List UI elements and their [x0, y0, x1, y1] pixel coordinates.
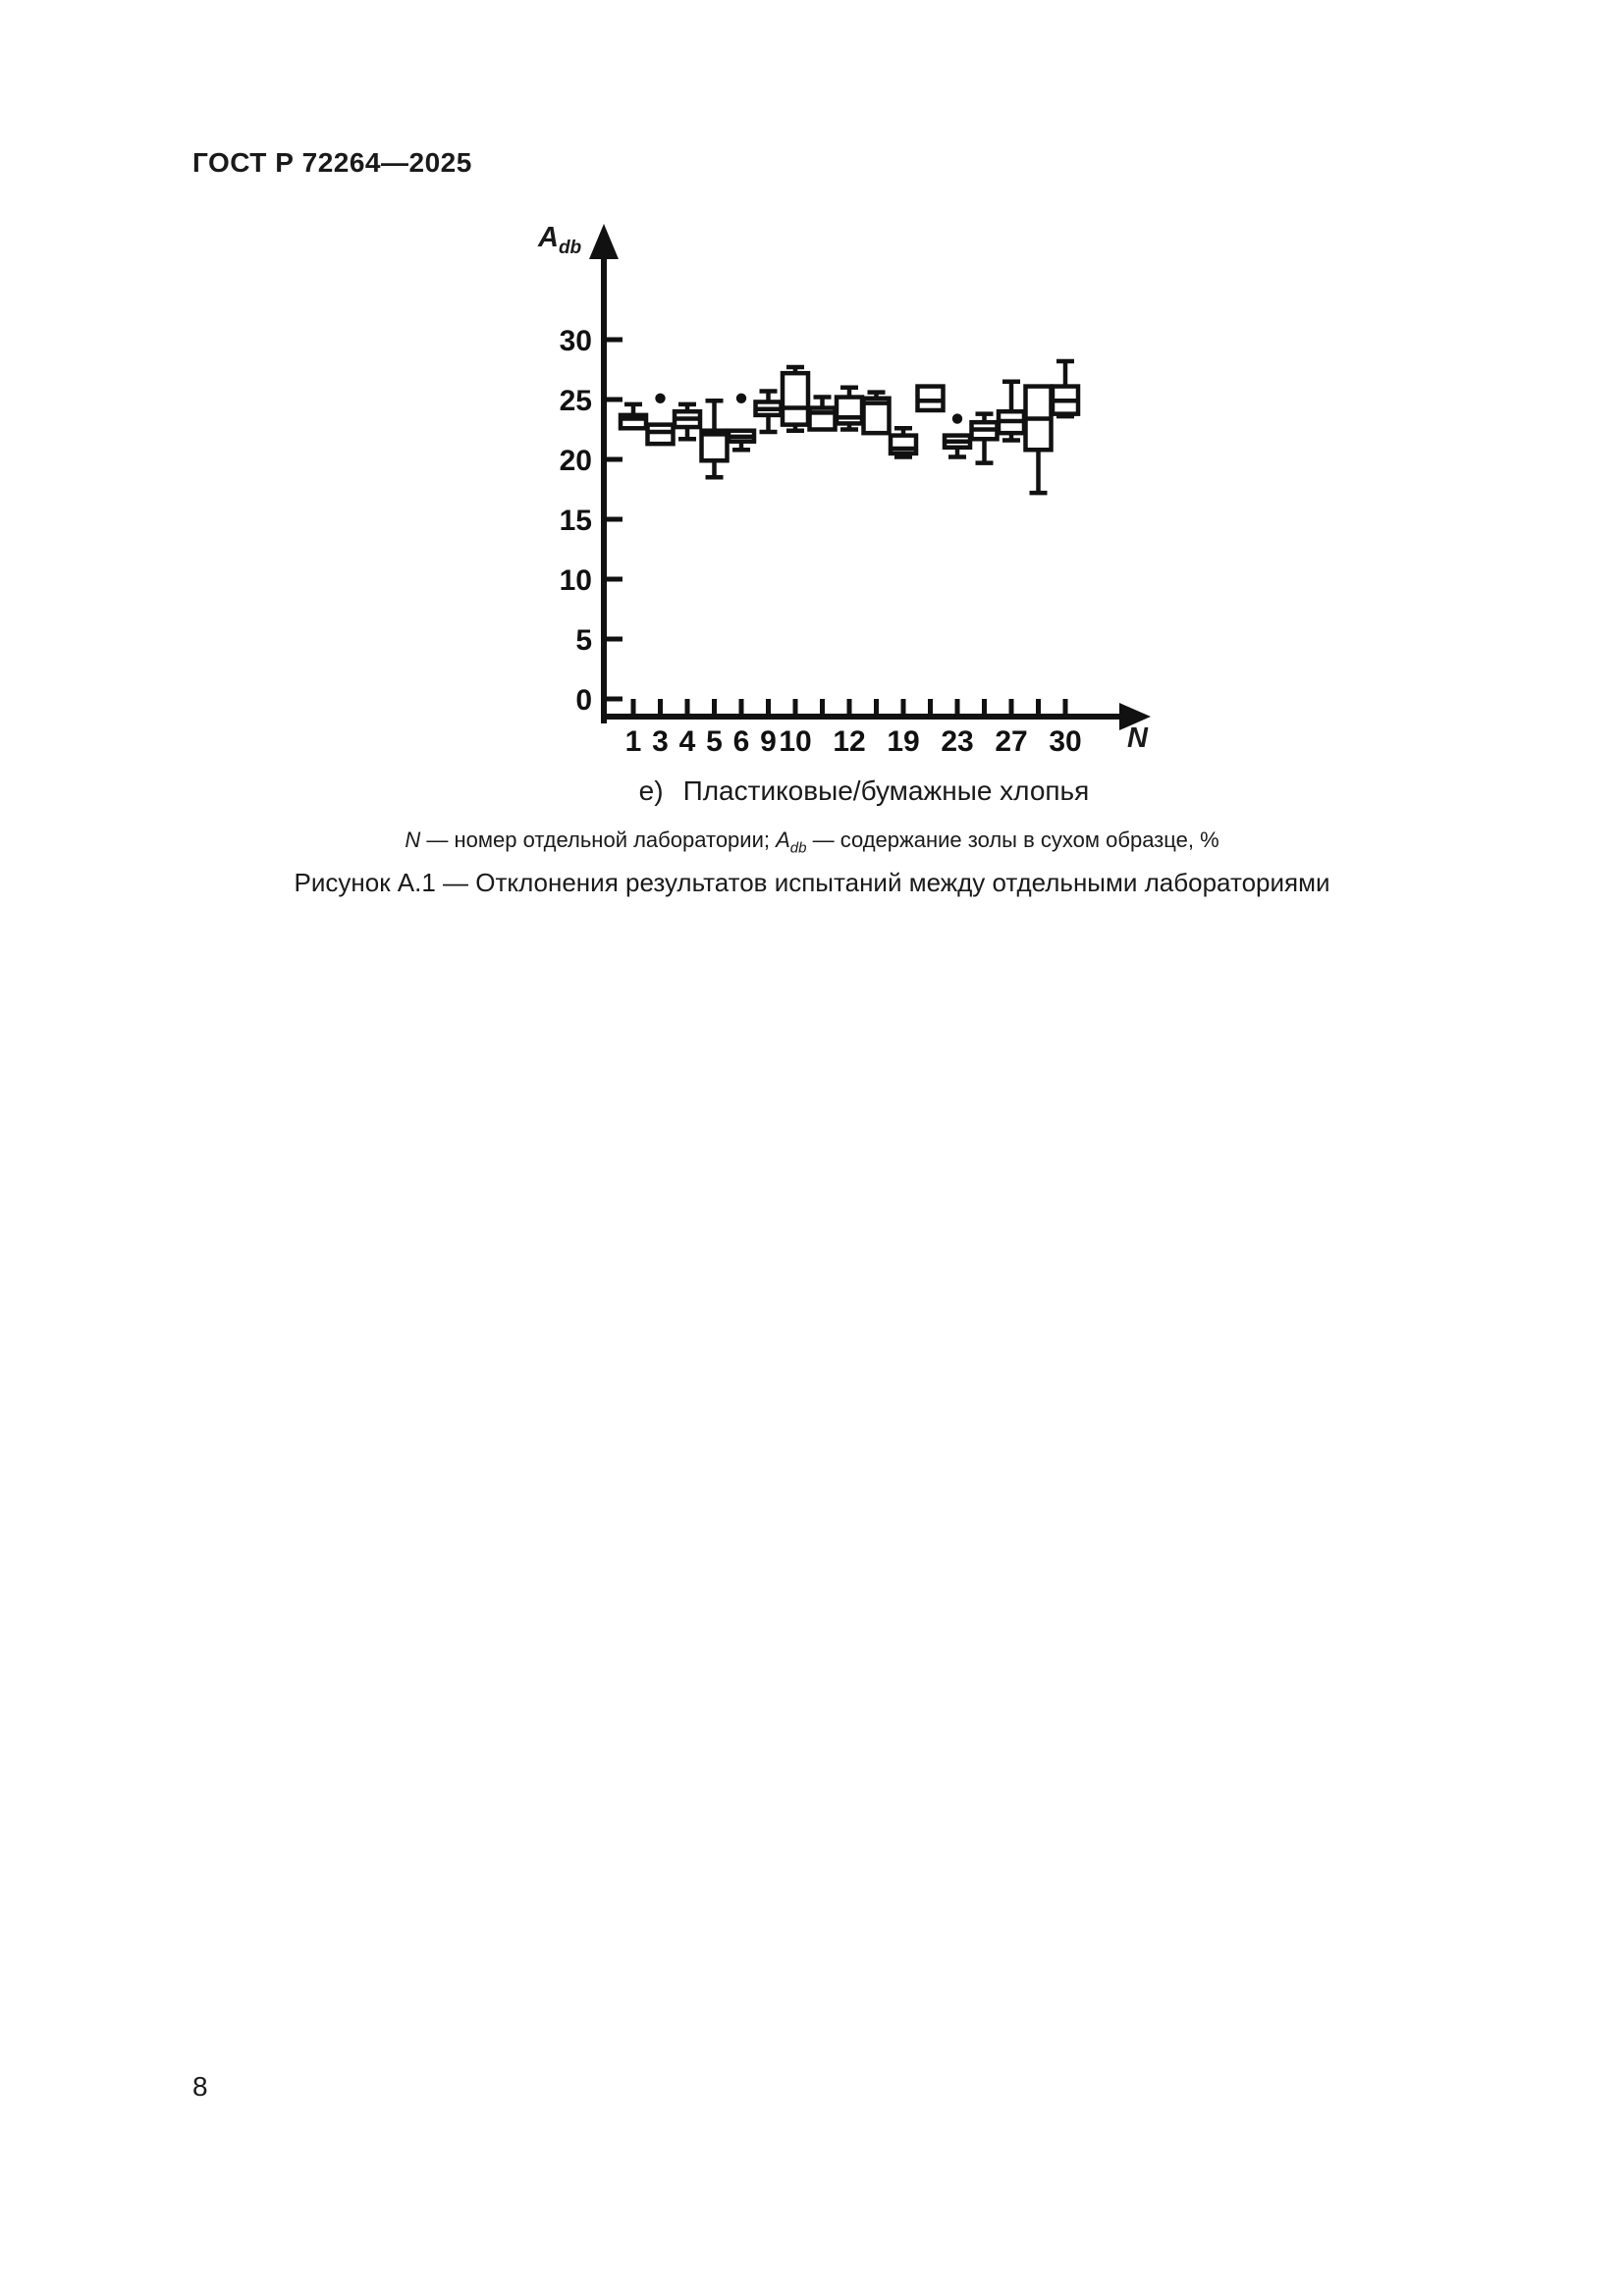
x-axis-ticks: [625, 699, 1082, 758]
x-tick-label: 30: [1049, 725, 1082, 758]
x-tick-label: 4: [678, 725, 696, 758]
y-axis-label: [538, 222, 581, 259]
boxplot-lab-unlabeled-7: [810, 398, 836, 430]
box: [648, 425, 674, 445]
figure-caption: Рисунок А.1 — Отклонения результатов испытаний между отдельными лабораториями: [294, 868, 1330, 897]
y-axis-arrow: [589, 224, 619, 259]
axes: [589, 224, 1151, 730]
box: [918, 387, 944, 410]
x-axis-label: N: [1127, 722, 1148, 754]
x-tick-label: 23: [941, 725, 974, 758]
box: [783, 373, 808, 424]
page-number: 8: [192, 2071, 208, 2102]
y-axis-symbol-subscript: db: [558, 237, 582, 258]
y-tick-label: 5: [575, 624, 592, 657]
y-tick-label: 0: [575, 684, 592, 717]
boxplot-lab-10: [783, 367, 808, 431]
boxplot-lab-9: [756, 391, 782, 431]
legend-n-text: — номер отдельной лаборатории;: [420, 828, 777, 852]
y-tick-label: 15: [559, 505, 592, 537]
subcaption-letter: е): [638, 775, 664, 806]
y-tick-label: 10: [559, 564, 592, 597]
legend-a-subscript: db: [789, 839, 807, 857]
x-tick-label: 5: [706, 725, 723, 758]
x-tick-label: 19: [887, 725, 920, 758]
boxplot-lab-1: [621, 404, 646, 428]
boxplot-canvas: [491, 187, 1178, 795]
document-header: ГОСТ Р 72264—2025: [192, 147, 472, 178]
y-axis-ticks: [560, 325, 623, 717]
x-tick-label: 1: [624, 725, 642, 758]
figure-legend: [0, 828, 1624, 856]
y-tick-label: 20: [559, 445, 592, 477]
boxplot-lab-27: [999, 382, 1024, 441]
outlier-point: [952, 413, 962, 423]
x-tick-label: 12: [833, 725, 866, 758]
boxplot-lab-4: [675, 404, 700, 439]
outlier-point: [655, 394, 665, 403]
legend-a-symbol: A: [776, 828, 790, 852]
boxplot-lab-23: [945, 413, 970, 456]
subcaption-title: Пластиковые/бумажные хлопья: [682, 775, 1090, 806]
x-tick-label: 27: [995, 725, 1028, 758]
boxplot-lab-unlabeled-11: [918, 387, 944, 410]
boxplot-lab-19: [891, 428, 916, 456]
boxplot-lab-6: [729, 394, 754, 451]
boxplot-lab-unlabeled-15: [1026, 387, 1052, 494]
x-tick-label: 9: [760, 725, 777, 758]
figure-subcaption: [491, 775, 1237, 807]
boxplot-lab-5: [702, 400, 728, 477]
boxplot-lab-30: [1053, 361, 1078, 416]
y-tick-label: 25: [559, 385, 592, 417]
y-axis-symbol: A: [538, 222, 559, 253]
figure-chart: [491, 187, 1178, 795]
x-tick-label: 6: [732, 725, 750, 758]
boxplot-lab-3: [648, 394, 674, 445]
outlier-point: [736, 394, 746, 403]
legend-a-text: — содержание золы в сухом образце, %: [806, 828, 1219, 852]
y-tick-label: 30: [559, 325, 592, 357]
x-tick-label: 3: [652, 725, 669, 758]
boxplot-lab-12: [837, 388, 862, 430]
boxplot-lab-unlabeled-9: [864, 393, 890, 433]
legend-n-symbol: N: [405, 828, 421, 852]
boxplot-lab-unlabeled-13: [972, 414, 998, 463]
x-tick-label: 10: [779, 725, 812, 758]
